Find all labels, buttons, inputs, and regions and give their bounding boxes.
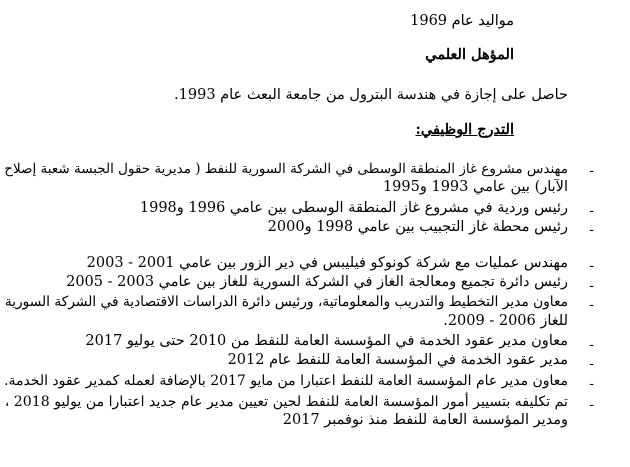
bullet-marker: - bbox=[589, 376, 594, 392]
bullet-marker: - bbox=[589, 356, 594, 372]
career-item-9: معاون مدير عام المؤسسة العامة للنفط اعتبارا من مايو 2017 بالإضافة لعمله كمدير عقود الخدمة. bbox=[4, 373, 568, 389]
bullet-marker: - bbox=[589, 278, 594, 294]
career-item-6-line1: معاون مدير التخطيط والتدريب والمعلوماتية، ورئيس دائرة الدراسات الاقتصادية في الشركة السورية bbox=[4, 294, 568, 310]
bullet-marker: - bbox=[589, 222, 594, 238]
bullet-marker: - bbox=[589, 258, 594, 274]
bullet-marker: - bbox=[589, 297, 594, 313]
career-item-8: مدير عقود الخدمة في المؤسسة العامة للنفط عام 2012 bbox=[227, 352, 568, 368]
career-item-7: معاون مدير عقود الخدمة في المؤسسة العامة للنفط من 2010 حتى يوليو 2017 bbox=[85, 333, 568, 349]
bullet-marker: - bbox=[589, 163, 594, 179]
career-item-1-line2: الآبار) بين عامي 1993 و1995 bbox=[382, 179, 568, 195]
career-item-5: رئيس دائرة تجميع ومعالجة الغاز في الشركة السورية للغاز بين عامي 2003 - 2005 bbox=[66, 274, 568, 290]
career-item-4: مهندس عمليات مع شركة كونوكو فيليبس في دير الزور بين عامي 2001 - 2003 bbox=[86, 255, 568, 271]
qualification-text: حاصل على إجازة في هندسة البترول من جامعة البعث عام 1993. bbox=[174, 87, 568, 103]
bullet-marker: - bbox=[589, 397, 594, 413]
career-item-2: رئيس وردية في مشروع غاز المنطقة الوسطى بين عامي 1996 و1998 bbox=[139, 200, 568, 216]
bullet-marker: - bbox=[589, 203, 594, 219]
qualification-heading: المؤهل العلمي bbox=[425, 46, 514, 63]
career-item-3: رئيس محطة غاز التجبيب بين عامي 1998 و2000 bbox=[267, 219, 568, 235]
birth-year: مواليد عام 1969 bbox=[410, 13, 514, 29]
career-item-1-line1: مهندس مشروع غاز المنطقة الوسطى في الشركة السورية للنفط ( مديرية حقول الجبسة شعبة إصلاح bbox=[4, 161, 568, 177]
career-item-10-line1: تم تكليفه بتسيير أمور المؤسسة العامة للنفط لحين تعيين مدير عام جديد اعتبارا من يوليو 2018 ، bbox=[4, 394, 568, 410]
bullet-marker: - bbox=[589, 337, 594, 353]
career-item-6-line2: للغاز 2006 - 2009. bbox=[443, 313, 568, 329]
career-heading: التدرج الوظيفي: bbox=[415, 121, 514, 138]
career-item-10-line2: ومدير المؤسسة العامة للنفط منذ نوفمبر 2017 bbox=[282, 412, 568, 428]
